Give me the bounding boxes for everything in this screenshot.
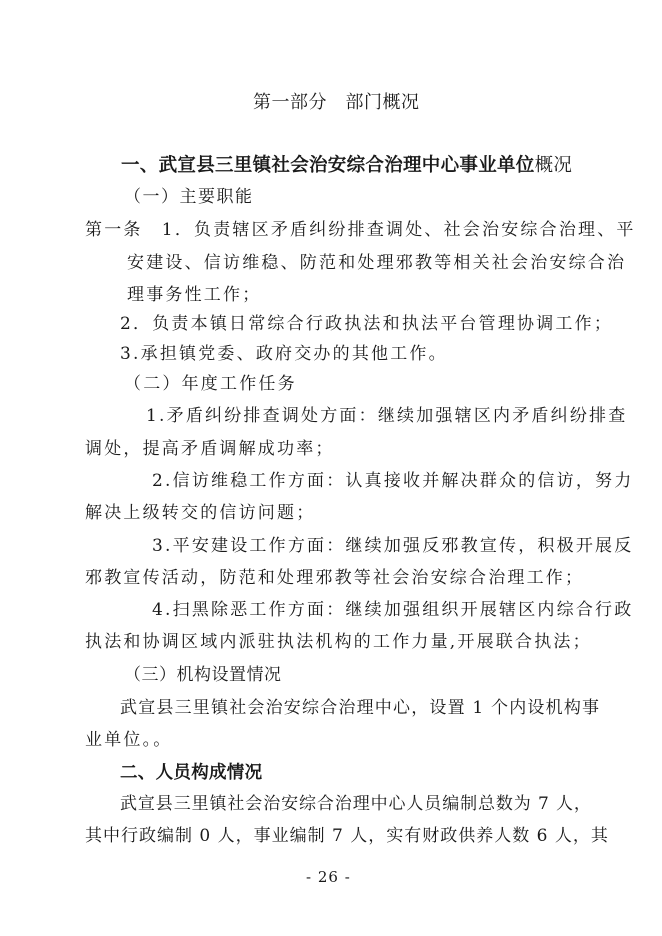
section1-heading-bold: 一、武宣县三里镇社会治安综合治理中心事业单位 xyxy=(121,155,535,176)
task-3-line-2: 邪教宣传活动，防范和处理邪教等社会治安综合治理工作； xyxy=(85,568,585,588)
task-4-line-1: 4.扫黑除恶工作方面：继续加强组织开展辖区内综合行政 xyxy=(152,600,634,620)
sub1-heading: （一）主要职能 xyxy=(124,187,254,207)
org-para-line-1: 武宣县三里镇社会治安综合治理中心，设置 1 个内设机构事 xyxy=(120,698,601,718)
task-4-line-2: 执法和协调区域内派驻执法机构的工作力量,开展联合执法； xyxy=(85,632,592,652)
org-para-line-2: 业单位。。 xyxy=(85,730,173,750)
section2-heading: 二、人员构成情况 xyxy=(120,763,263,783)
section1-heading xyxy=(121,155,572,177)
duty-item-1-line-3: 理事务性工作； xyxy=(127,285,262,305)
task-2-line-2: 解决上级转交的信访问题； xyxy=(85,503,316,523)
part-title: 第一部分 部门概况 xyxy=(253,92,420,113)
staff-para-line-2: 其中行政编制 0 人，事业编制 7 人，实有财政供养人数 6 人，其 xyxy=(85,826,609,846)
duty-item-3: 3.承担镇党委、政府交办的其他工作。 xyxy=(120,344,448,364)
staff-para-line-1: 武宣县三里镇社会治安综合治理中心人员编制总数为 7 人， xyxy=(120,794,592,814)
sub2-heading: （二）年度工作任务 xyxy=(124,374,297,394)
duty-item-2: 2．负责本镇日常综合行政执法和执法平台管理协调工作； xyxy=(120,314,614,334)
page-number: - 26 - xyxy=(306,868,351,886)
task-3-line-1: 3.平安建设工作方面：继续加强反邪教宣传，积极开展反 xyxy=(152,536,634,556)
section1-heading-regular: 概况 xyxy=(534,155,573,176)
task-2-line-1: 2.信访维稳工作方面：认真接收并解决群众的信访，努力 xyxy=(152,471,634,491)
duty-item-1-line-2: 安建设、信访维稳、防范和处理邪教等相关社会治安综合治 xyxy=(127,253,627,273)
task-1-line-1: 1.矛盾纠纷排查调处方面：继续加强辖区内矛盾纠纷排查 xyxy=(146,406,628,426)
duty-item-1-line-1: 第一条 1．负责辖区矛盾纠纷排查调处、社会治安综合治理、平 xyxy=(85,220,636,240)
sub3-heading: （三）机构设置情况 xyxy=(124,665,282,685)
task-1-line-2: 调处，提高矛盾调解成功率； xyxy=(85,439,335,459)
